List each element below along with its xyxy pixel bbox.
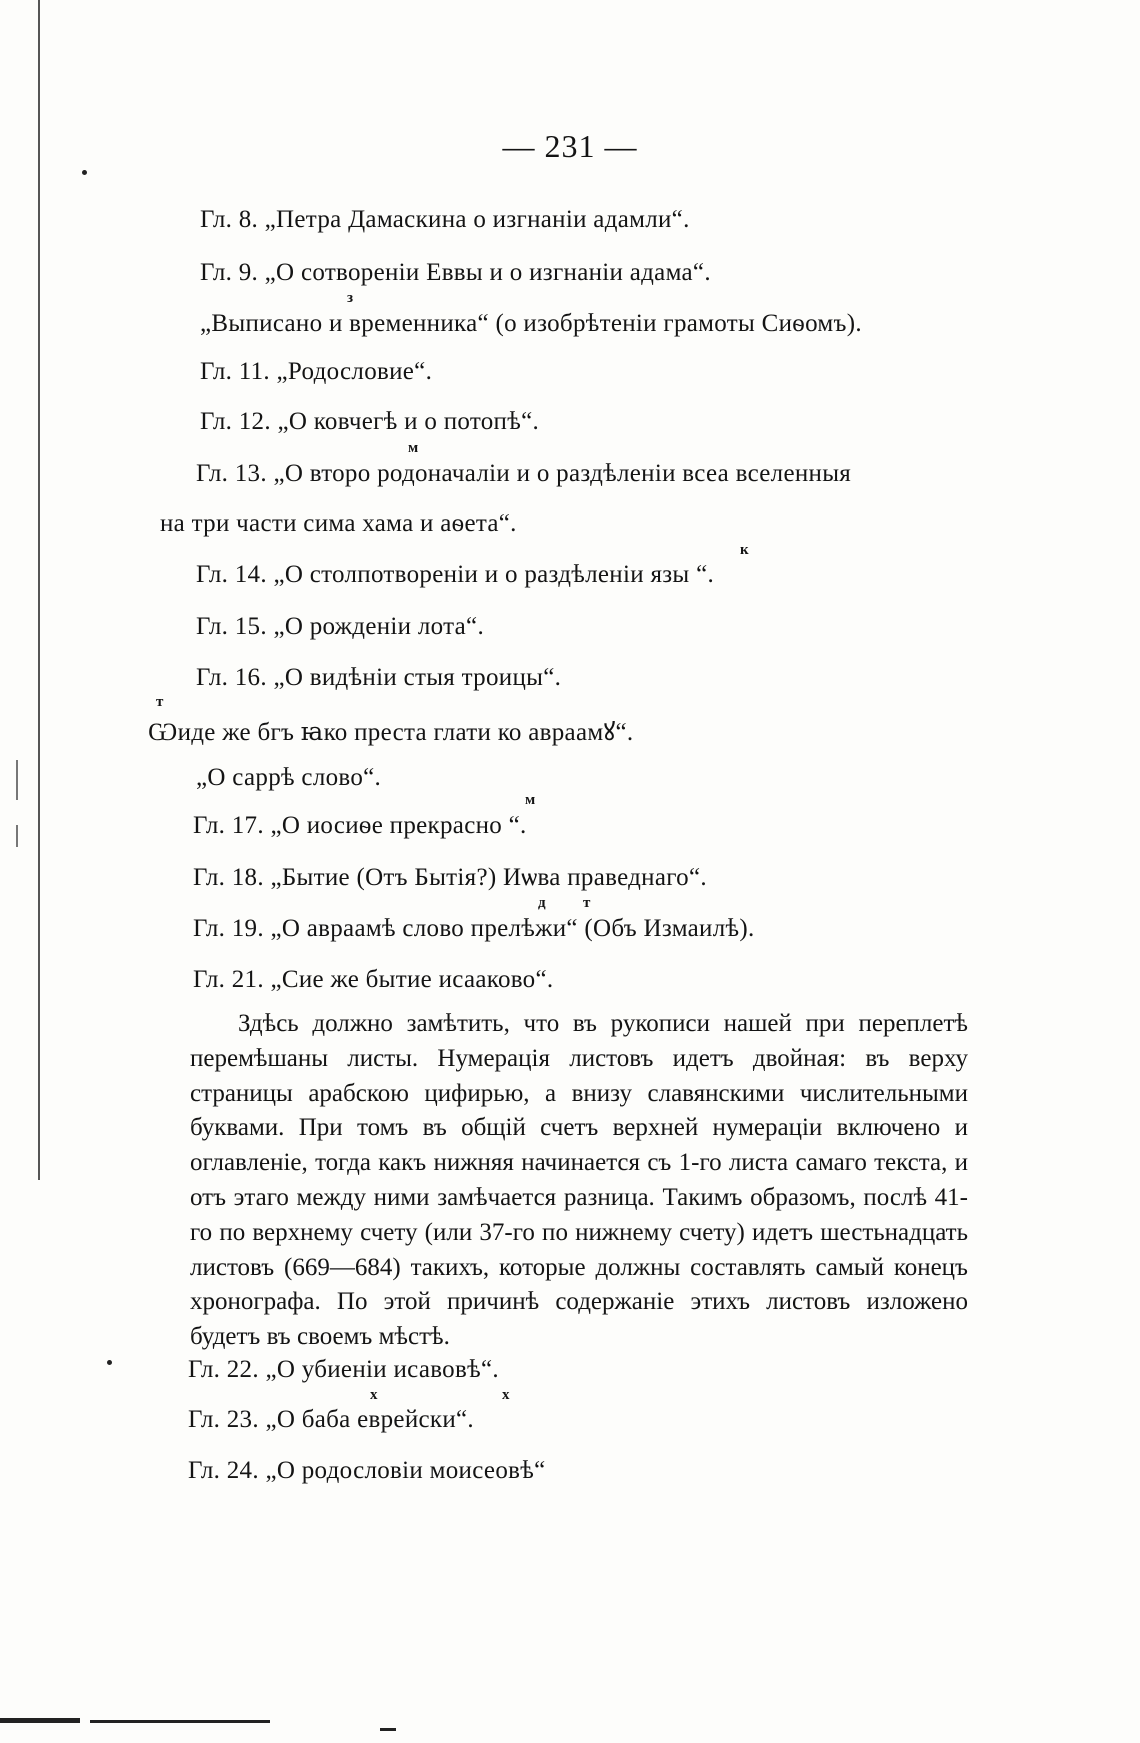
chapter-line: Гл. 15. „О рожденiи лота“. — [196, 613, 484, 640]
superscript-letter: м — [525, 792, 536, 808]
scan-artifact — [0, 1718, 80, 1723]
body-paragraph: Здѣсь должно замѣтить, что въ рукописи нашей при переплетѣ перемѣшаны листы. Нумерацiя листовъ идетъ двойная: въ верху страницы арабскою цифирью, а внизу славянскими числительными буквами. При томъ въ общiй счетъ верхней нумерацiи включено и оглавленiе, тогда какъ нижняя начинается съ 1-го листа самаго текста, и отъ этаго между ними замѣчается разница. Такимъ образомъ, послѣ 41-го по верхнему счету (или 37-го по нижнему счету) идетъ шестьнадцать листовъ (669—684) такихъ, которые должны составлять самый конецъ хронографа. По этой причинѣ содержанiе этихъ листовъ изложено будетъ въ своемъ мѣстѣ. — [190, 1010, 968, 1351]
chapter-line: Гл. 8. „Петра Дамаскина о изгнанiи адамли“. — [200, 206, 690, 233]
page-edge-shadow — [38, 0, 40, 1180]
superscript-letter: з — [347, 290, 354, 306]
chapter-line: Гл. 12. „О ковчегѣ и о потопѣ“. — [200, 408, 540, 435]
scan-artifact — [90, 1720, 270, 1723]
superscript-letter: х — [370, 1387, 378, 1403]
chapter-line: Гл. 18. „Бытие (Отъ Бытiя?) Иѡва праведнаго“. — [193, 864, 707, 891]
chapter-line: Гл. 16. „О видѣнiи стыя троицы“. — [196, 664, 562, 691]
ink-speck — [107, 1360, 112, 1365]
chapter-line: Гл. 19. „О авраамѣ слово прелѣжи“ (Объ Измаилѣ). — [193, 915, 755, 942]
chapter-line: Гл. 9. „О сотворенiи Еввы и о изгнанiи адама“. — [200, 259, 711, 286]
superscript-letter: д — [538, 895, 546, 911]
chapter-line: Гл. 14. „О столпотворенiи и о раздѣленiи язы “. — [196, 561, 715, 588]
chapter-line: Гл. 21. „Сие же бытие исааково“. — [193, 966, 554, 993]
scan-artifact — [380, 1728, 396, 1731]
edge-mark — [16, 760, 18, 800]
chapter-line: Гл. 13. „О второ родоначалiи и о раздѣленiи всеа вселенныя — [196, 460, 852, 487]
superscript-letter: к — [740, 542, 749, 558]
chapter-line: Гл. 24. „О родословiи моисеовѣ“ — [188, 1457, 546, 1484]
chapter-line: Гл. 17. „О иосиѳе прекрасно “. — [193, 812, 527, 839]
page-number: — 231 — — [502, 128, 638, 164]
chapter-line: Гл. 23. „О баба еврейски“. — [188, 1406, 474, 1433]
ink-speck — [82, 170, 87, 175]
superscript-letter: т — [583, 895, 591, 911]
superscript-letter: х — [502, 1387, 510, 1403]
edge-mark — [16, 825, 18, 847]
chapter-line-continuation: на три части сима хама и аѳета“. — [160, 510, 517, 537]
quote-line: Ѡиде же бгъ ꙗко преста глати ко авраамꙋ“. — [148, 719, 634, 746]
chapter-line: „Выписано и временника“ (о изобрѣтенiи грамоты Сиѳомъ). — [200, 310, 862, 337]
superscript-letter: м — [408, 440, 419, 456]
chapter-line: Гл. 22. „О убиенiи исавовѣ“. — [188, 1356, 499, 1383]
superscript-letter: т — [156, 694, 164, 710]
quote-line: „О саррѣ слово“. — [196, 764, 382, 791]
chapter-line: Гл. 11. „Родословие“. — [200, 358, 433, 385]
